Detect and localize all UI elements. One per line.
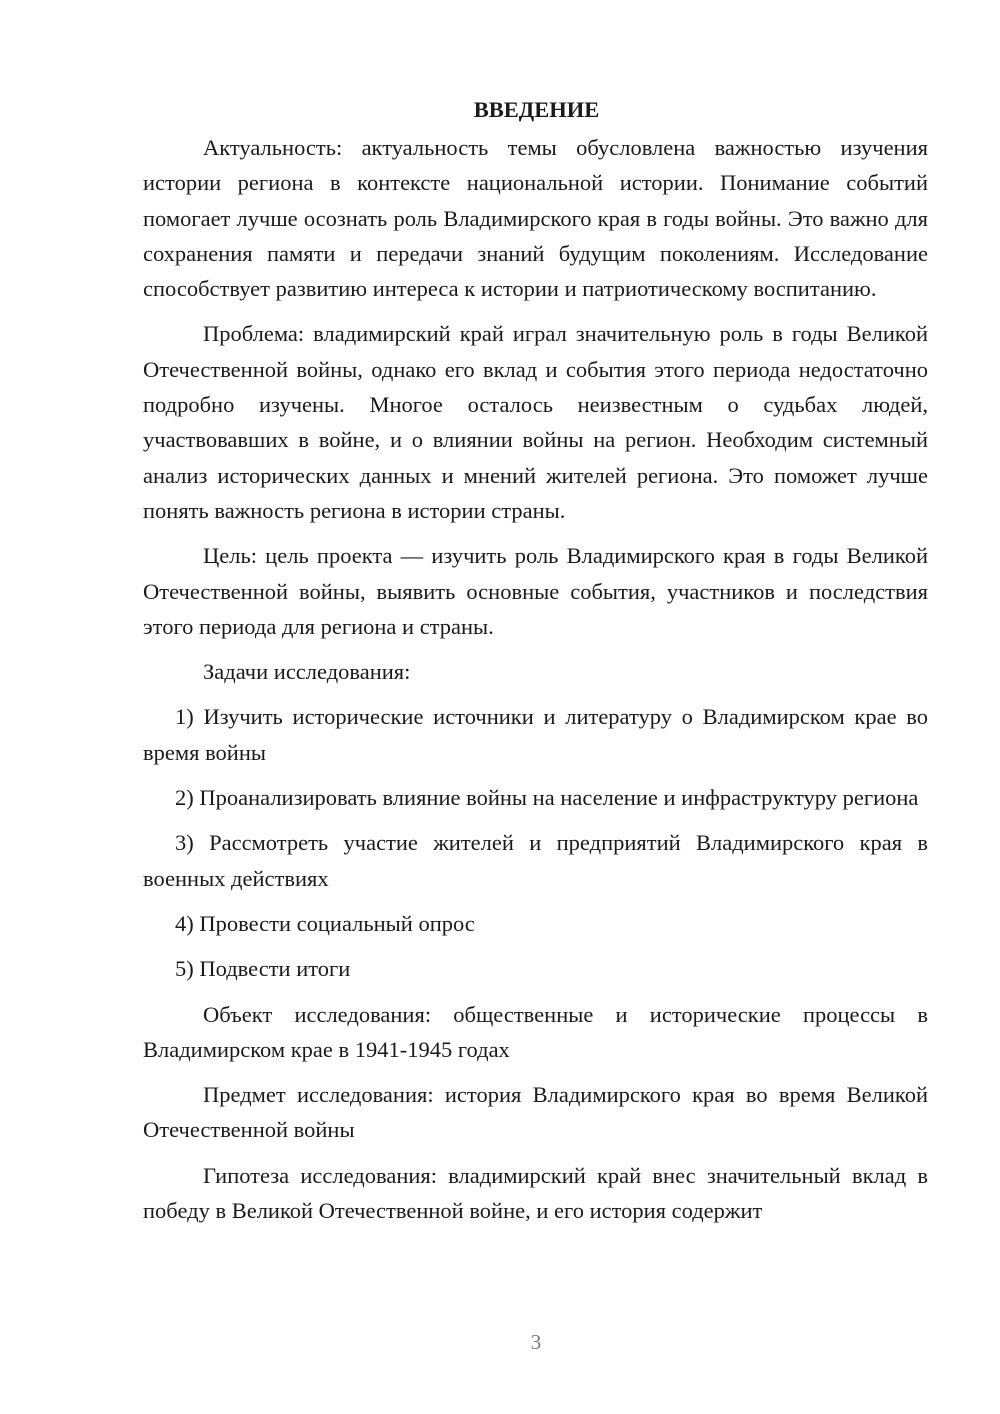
paragraph-relevance: Актуальность: актуальность темы обусловлена важностью изучения истории региона в контексте национальной истории. Понимание событий помогает лучше осознать роль Владимирского края в годы войны. Это важно для сохранения памяти и передачи знаний будущим поколениям. Исследование способствует развитию интереса к истории и патриотическому воспитанию. bbox=[143, 135, 928, 302]
page-number: 3 bbox=[530, 1330, 542, 1354]
task-item-4: 4) Провести социальный опрос bbox=[175, 910, 475, 936]
document-page bbox=[143, 92, 928, 1228]
paragraph-subject: Предмет исследования: история Владимирского края во время Великой Отечественной войны bbox=[143, 1082, 928, 1143]
paragraph-problem: Проблема: владимирский край играл значительную роль в годы Великой Отечественной войны, однако его вклад и события этого периода недостаточно подробно изучены. Многое осталось неизвестным о судьбах людей, участвовавших в войне, и о влиянии войны на регион. Необходим системный анализ исторических данных и мнений жителей региона. Это поможет лучше понять важность региона в истории страны. bbox=[143, 321, 928, 523]
task-item-2: 2) Проанализировать влияние войны на население и инфраструктуру региона bbox=[175, 785, 919, 811]
task-item-1: 1) Изучить исторические источники и литературу о Владимирском крае во время войны bbox=[143, 704, 928, 765]
paragraph-hypothesis: Гипотеза исследования: владимирский край внес значительный вклад в победу в Великой Отечественной войне, и его история содержит bbox=[143, 1162, 928, 1224]
paragraph-object: Объект исследования: общественные и исторические процессы в Владимирском крае в 1941-1945 годах bbox=[143, 1001, 928, 1062]
task-item-3: 3) Рассмотреть участие жителей и предприятий Владимирского края в военных действиях bbox=[143, 830, 928, 891]
task-item-5: 5) Подвести итоги bbox=[175, 956, 351, 982]
paragraph-tasks-heading: Задачи исследования: bbox=[203, 659, 411, 685]
paragraph-goal: Цель: цель проекта — изучить роль Владимирского края в годы Великой Отечественной войны, выявить основные события, участников и последствия этого периода для региона и страны. bbox=[143, 543, 928, 639]
section-heading: ВВЕДЕНИЕ bbox=[473, 97, 600, 122]
